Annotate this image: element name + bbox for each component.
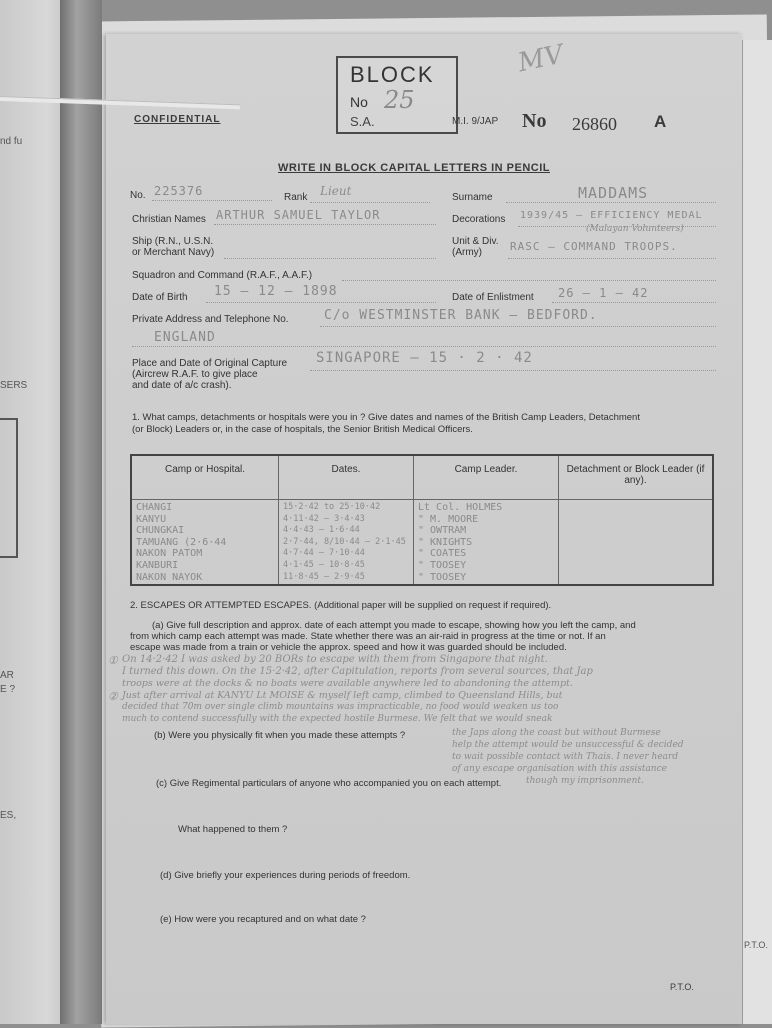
answer-line: to wait possible contact with Thais. I never heard <box>452 752 679 762</box>
classification-label: CONFIDENTIAL <box>134 114 221 125</box>
stamp-no-text: No <box>350 94 368 110</box>
decorations-label: Decorations <box>452 214 506 225</box>
right-page-pto: P.T.O. <box>744 940 768 950</box>
left-page-fragment: AR <box>0 670 14 681</box>
dates-cell: 15·2·42 to 25·10·42 <box>283 502 381 512</box>
form-reference: M.I. 9/JAP <box>452 116 499 127</box>
capture-label-sub: (Aircrew R.A.F. to give place <box>132 369 258 380</box>
camp-cell: NAKON NAYOK <box>136 571 203 583</box>
question-2e-text: (e) How were you recaptured and on what date ? <box>160 914 366 925</box>
stamp-sa-text: S.A. <box>350 114 375 129</box>
answer-line: help the attempt would be unsuccessful & decided <box>452 740 684 750</box>
field-line <box>214 224 436 225</box>
dates-column <box>279 500 414 586</box>
question-2c-text: (c) Give Regimental particulars of anyone who accompanied you on each attempt. <box>156 778 502 789</box>
dates-cell: 4·7·44 – 7·10·44 <box>283 548 365 559</box>
field-line <box>506 202 716 203</box>
leader-cell: " COATES <box>418 548 467 560</box>
form-instruction-heading: WRITE IN BLOCK CAPITAL LETTERS IN PENCIL <box>278 162 550 174</box>
field-line <box>552 302 716 303</box>
question-2b-text: (b) Were you physically fit when you made these attempts ? <box>154 730 406 741</box>
field-line <box>508 258 716 259</box>
detachment-column <box>559 500 714 586</box>
field-line <box>310 370 716 371</box>
col-header-camp: Camp or Hospital. <box>131 455 279 500</box>
rank-value: Lieut <box>320 184 352 198</box>
field-line <box>152 200 272 201</box>
camp-cell: TAMUANG (2·6·44 <box>136 536 227 548</box>
enlistment-label: Date of Enlistment <box>452 292 534 303</box>
question-2d-text: (d) Give briefly your experiences during periods of freedom. <box>160 870 411 881</box>
camp-cell: KANBURI <box>136 559 179 571</box>
camp-column <box>131 500 279 586</box>
field-line <box>132 346 716 347</box>
answer-line: troops were at the docks & no boats were available anywhere led to abandoning the attempt. <box>122 678 573 689</box>
question-2a-text: (a) Give full description and approx. date of each attempt you made to escape, showing how you left the camp, and <box>152 620 636 631</box>
field-line <box>224 258 436 259</box>
leader-cell: " TOOSEY <box>418 571 467 583</box>
answer-line: of any escape organisation with this assistance <box>452 764 667 774</box>
answer-line: the Japs along the coast but without Burmese <box>452 728 661 738</box>
ship-label: Ship (R.N., U.S.N. <box>132 236 214 247</box>
dates-cell: 4·11·42 – 3·4·43 <box>283 513 365 524</box>
question-2a-text: from which camp each attempt was made. State whether there was an air-raid in progress at the time or not. If an <box>130 631 606 642</box>
camp-cell: CHANGI <box>136 502 173 513</box>
christian-names-value: ARTHUR SAMUEL TAYLOR <box>216 208 381 222</box>
address-label: Private Address and Telephone No. <box>132 314 289 325</box>
camp-cell: CHUNGKAI <box>136 525 185 537</box>
answer-line: much to contend successfully with the expected hostile Burmese. We felt that we would sneak <box>122 714 553 724</box>
left-page-fragment: ES, <box>0 810 17 821</box>
address-value: C/o WESTMINSTER BANK – BEDFORD. <box>324 308 598 323</box>
answer-line: On 14·2·42 I was asked by 20 BORs to escape with them from Singapore that night. <box>122 654 548 665</box>
dob-label: Date of Birth <box>132 292 188 303</box>
left-page-fragment: nd fu <box>0 136 23 147</box>
question-2c-followup: What happened to them ? <box>178 824 288 835</box>
col-header-leader: Camp Leader. <box>414 455 559 500</box>
question-1-text: (or Block) Leaders or, in the case of hospitals, the Senior British Medical Officers. <box>132 424 473 435</box>
enlistment-value: 26 – 1 – 42 <box>558 286 649 300</box>
folder-spine <box>60 0 102 1024</box>
answer-line: I turned this down. On the 15·2·42, after Capitulation, reports from several sources, that Jap <box>122 666 593 677</box>
field-line <box>310 202 430 203</box>
question-2-title: 2. ESCAPES OR ATTEMPTED ESCAPES. (Additional paper will be supplied on request if required). <box>130 600 552 611</box>
camp-cell: NAKON PATOM <box>136 548 203 560</box>
unit-label: Unit & Div. <box>452 236 499 247</box>
answer-marker: ② <box>108 690 118 703</box>
decorations-note: (Malayan Volunteers) <box>586 224 684 234</box>
rank-label: Rank <box>284 192 308 203</box>
decorations-value: 1939/45 – EFFICIENCY MEDAL <box>520 210 703 221</box>
unit-label-sub: (Army) <box>452 247 482 258</box>
squadron-label: Squadron and Command (R.A.F., A.A.F.) <box>132 270 313 281</box>
dates-cell: 4·1·45 – 10·8·45 <box>283 559 365 570</box>
leader-cell: " KNIGHTS <box>418 536 473 548</box>
camp-cell: KANYU <box>136 513 167 525</box>
answer-line: though my imprisonment. <box>526 776 644 786</box>
dates-cell: 11·8·45 – 2·9·45 <box>283 571 365 582</box>
right-page <box>742 40 772 1024</box>
surname-label: Surname <box>452 192 493 203</box>
pow-questionnaire-form <box>106 34 742 1024</box>
field-line <box>320 326 716 327</box>
dates-cell: 4·4·43 – 1·6·44 <box>283 525 360 536</box>
field-line <box>206 302 436 303</box>
col-header-dates: Dates. <box>279 455 414 500</box>
question-1-text: 1. What camps, detachments or hospitals were you in ? Give dates and names of the British Camp Leaders, Detachment <box>132 412 640 423</box>
question-2a-text: escape was made from a train or vehicle the approx. speed and how it was guarded should be included. <box>130 642 567 653</box>
leader-column <box>414 500 559 586</box>
capture-label-sub: and date of a/c crash). <box>132 380 232 391</box>
ship-label-sub: or Merchant Navy) <box>132 247 215 258</box>
serial-no-label: No <box>522 110 547 132</box>
left-page-fragment: E ? <box>0 684 16 695</box>
stamp-number: 25 <box>384 86 415 114</box>
dates-cell: 2·7·44, 8/10·44 – 2·1·45 <box>283 536 406 547</box>
stamp-block-text: BLOCK <box>350 62 435 87</box>
capture-label: Place and Date of Original Capture <box>132 358 288 369</box>
address-value-2: ENGLAND <box>154 330 216 345</box>
field-line <box>342 280 716 281</box>
block-stamp <box>336 56 458 134</box>
left-page-box <box>0 418 18 558</box>
answer-marker: ① <box>108 654 118 667</box>
serial-suffix: A <box>654 112 667 131</box>
capture-value: SINGAPORE – 15 · 2 · 42 <box>316 350 533 366</box>
surname-value: MADDAMS <box>578 184 649 202</box>
dob-value: 15 – 12 – 1898 <box>214 284 338 299</box>
left-page-fragment: SERS <box>0 380 28 391</box>
camps-table <box>130 454 714 586</box>
leader-cell: Lt Col. HOLMES <box>418 502 503 513</box>
handwritten-initials: MV <box>515 39 567 79</box>
answer-line: decided that 70m over single climb mountains was impracticable, no food would weaken us too <box>122 702 559 712</box>
leader-cell: " TOOSEY <box>418 559 467 571</box>
christian-names-label: Christian Names <box>132 214 206 225</box>
no-label: No. <box>130 190 146 201</box>
leader-cell: " OWTRAM <box>418 525 467 537</box>
field-line <box>518 226 716 227</box>
answer-line: Just after arrival at KANYU Lt MOISE & myself left camp, climbed to Queensland Hills, but <box>122 690 563 701</box>
serial-number: 26860 <box>572 114 617 134</box>
no-value: 225376 <box>154 184 204 198</box>
col-header-detachment: Detachment or Block Leader (if any). <box>559 455 714 500</box>
leader-cell: " M. MOORE <box>418 513 479 525</box>
unit-value: RASC – COMMAND TROOPS. <box>510 240 678 253</box>
pto-label: P.T.O. <box>670 982 694 992</box>
